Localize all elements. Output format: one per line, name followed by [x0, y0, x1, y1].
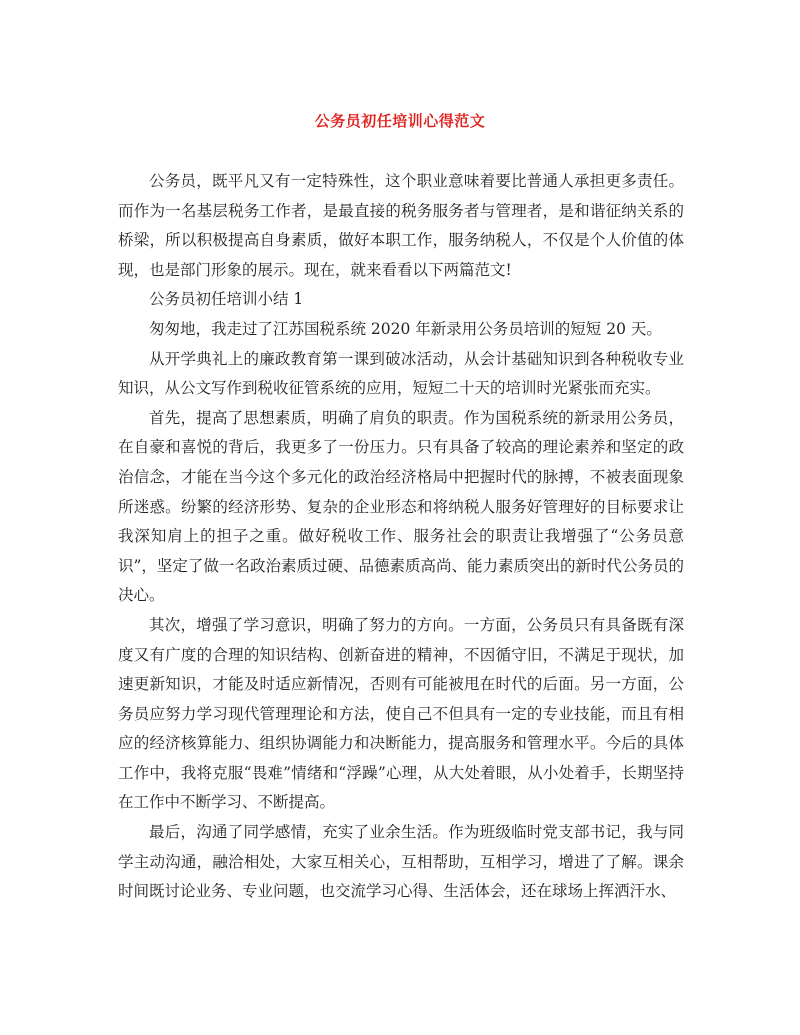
paragraph: 从开学典礼上的廉政教育第一课到破冰活动，从会计基础知识到各种税收专业知识，从公文写作到税收征管系统的应用，短短二十天的培训时光紧张而充实。 — [118, 349, 684, 398]
paragraph: 首先，提高了思想素质，明确了肩负的职责。作为国税系统的新录用公务员，在自豪和喜悦的背后，我更多了一份压力。只有具备了较高的理论素养和坚定的政治信念，才能在当今这个多元化的政治经济格局中把握时代的脉搏，不被表面现象所迷惑。纷繁的经济形势、复杂的企业形态和将纳税人服务好管理好的目标要求让我深知肩上的担子之重。做好税收工作、服务社会的职责让我增强了“公务员意识”，坚定了做一名政治素质过硬、品德素质高尚、能力素质突出的新时代公务员的决心。 — [118, 408, 684, 605]
document-title: 公务员初任培训心得范文 — [314, 112, 486, 130]
paragraph: 匆匆地，我走过了江苏国税系统 2020 年新录用公务员培训的短短 20 天。 — [149, 319, 662, 338]
section-heading: 公务员初任培训小结 1 — [149, 290, 304, 309]
document-body — [118, 167, 684, 907]
paragraph: 最后，沟通了同学感情，充实了业余生活。作为班级临时党支部书记，我与同学主动沟通，融洽相处，大家互相关心，互相帮助，互相学习，增进了了解。课余时间既讨论业务、专业问题，也交流学习心得、生活体会，还在球场上挥洒汗水、 — [118, 823, 684, 901]
paragraph-intro: 公务员，既平凡又有一定特殊性，这个职业意味着要比普通人承担更多责任。而作为一名基层税务工作者，是最直接的税务服务者与管理者，是和谐征纳关系的桥梁，所以积极提高自身素质，做好本职工作，服务纳税人，不仅是个人价值的体现，也是部门形象的展示。现在，就来看看以下两篇范文! — [118, 172, 684, 279]
paragraph: 其次，增强了学习意识，明确了努力的方向。一方面，公务员只有具备既有深度又有广度的合理的知识结构、创新奋进的精神，不因循守旧，不满足于现状，加速更新知识，才能及时适应新情况，否则有可能被甩在时代的后面。另一方面，公务员应努力学习现代管理理论和方法，使自己不但具有一定的专业技能，而且有相应的经济核算能力、组织协调能力和决断能力，提高服务和管理水平。今后的具体工作中，我将克服“畏难”情绪和“浮躁”心理，从大处着眼，从小处着手，长期坚持在工作中不断学习、不断提高。 — [118, 615, 684, 812]
